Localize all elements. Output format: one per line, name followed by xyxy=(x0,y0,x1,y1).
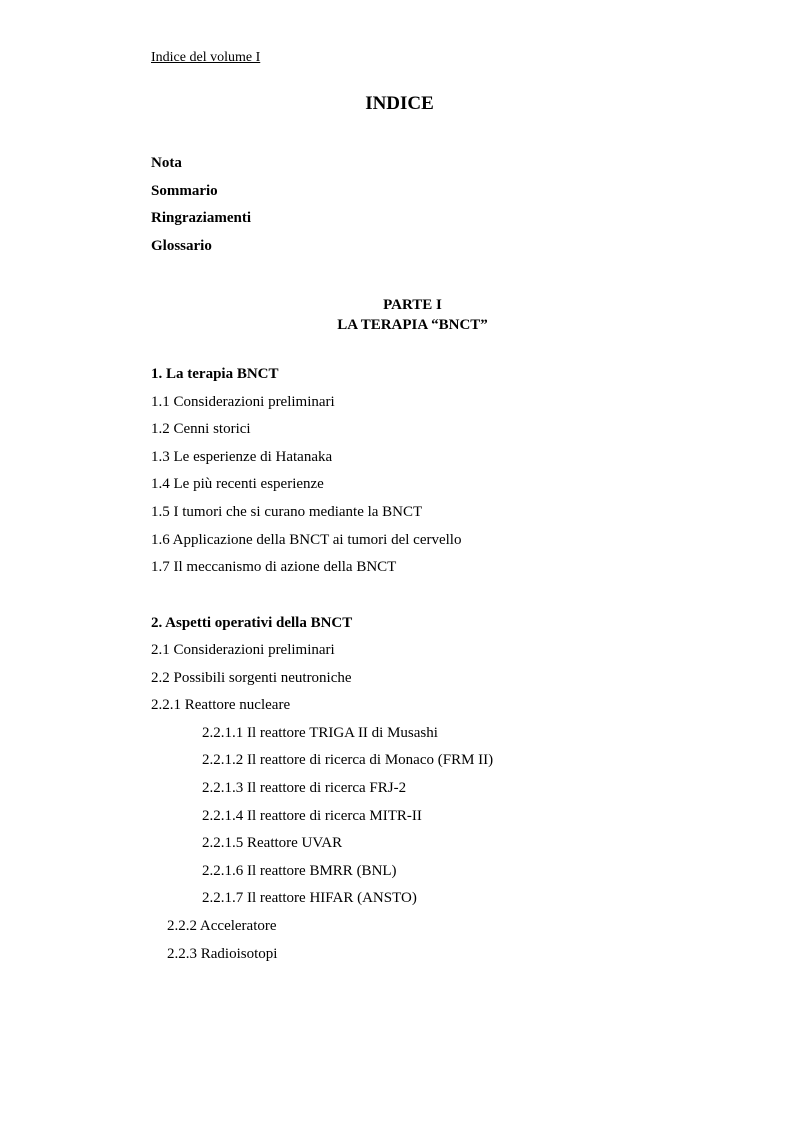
part-number: PARTE I xyxy=(383,297,442,313)
toc-entry-2-2-3[interactable]: 2.2.3 Radioisotopi xyxy=(167,946,278,962)
toc-entry-2-2-1-2[interactable]: 2.2.1.2 Il reattore di ricerca di Monaco (FRM II) xyxy=(202,752,494,768)
toc-entry-1-7[interactable]: 1.7 Il meccanismo di azione della BNCT xyxy=(151,559,397,575)
running-header: Indice del volume I xyxy=(151,50,261,65)
toc-entry-2-2-1-3[interactable]: 2.2.1.3 Il reattore di ricerca FRJ-2 xyxy=(202,780,407,796)
toc-entry-2-2-1-6[interactable]: 2.2.1.6 Il reattore BMRR (BNL) xyxy=(202,863,397,879)
toc-entry-2-2-1-5[interactable]: 2.2.1.5 Reattore UVAR xyxy=(202,835,343,851)
toc-entry-2-2-1[interactable]: 2.2.1 Reattore nucleare xyxy=(151,697,291,713)
toc-entry-1-6[interactable]: 1.6 Applicazione della BNCT ai tumori del cervello xyxy=(151,532,462,548)
toc-entry-glossario[interactable]: Glossario xyxy=(151,238,212,254)
toc-entry-2-2-1-7[interactable]: 2.2.1.7 Il reattore HIFAR (ANSTO) xyxy=(202,890,417,906)
toc-entry-2-2[interactable]: 2.2 Possibili sorgenti neutroniche xyxy=(151,670,352,686)
toc-entry-1-1[interactable]: 1.1 Considerazioni preliminari xyxy=(151,394,335,410)
part-title: LA TERAPIA “BNCT” xyxy=(337,317,488,333)
toc-entry-2-2-2[interactable]: 2.2.2 Acceleratore xyxy=(167,918,277,934)
toc-entry-ringraziamenti[interactable]: Ringraziamenti xyxy=(151,210,251,226)
toc-entry-1-3[interactable]: 1.3 Le esperienze di Hatanaka xyxy=(151,449,333,465)
chapter-2-title[interactable]: 2. Aspetti operativi della BNCT xyxy=(151,615,353,631)
page-title: INDICE xyxy=(365,93,434,114)
toc-entry-1-2[interactable]: 1.2 Cenni storici xyxy=(151,421,251,437)
toc-entry-2-2-1-4[interactable]: 2.2.1.4 Il reattore di ricerca MITR-II xyxy=(202,808,422,824)
toc-entry-sommario[interactable]: Sommario xyxy=(151,183,218,199)
toc-entry-nota[interactable]: Nota xyxy=(151,155,182,171)
toc-entry-2-1[interactable]: 2.1 Considerazioni preliminari xyxy=(151,642,335,658)
toc-entry-1-4[interactable]: 1.4 Le più recenti esperienze xyxy=(151,476,324,492)
toc-entry-2-2-1-1[interactable]: 2.2.1.1 Il reattore TRIGA II di Musashi xyxy=(202,725,438,741)
chapter-1-title[interactable]: 1. La terapia BNCT xyxy=(151,366,279,382)
toc-entry-1-5[interactable]: 1.5 I tumori che si curano mediante la BNCT xyxy=(151,504,423,520)
